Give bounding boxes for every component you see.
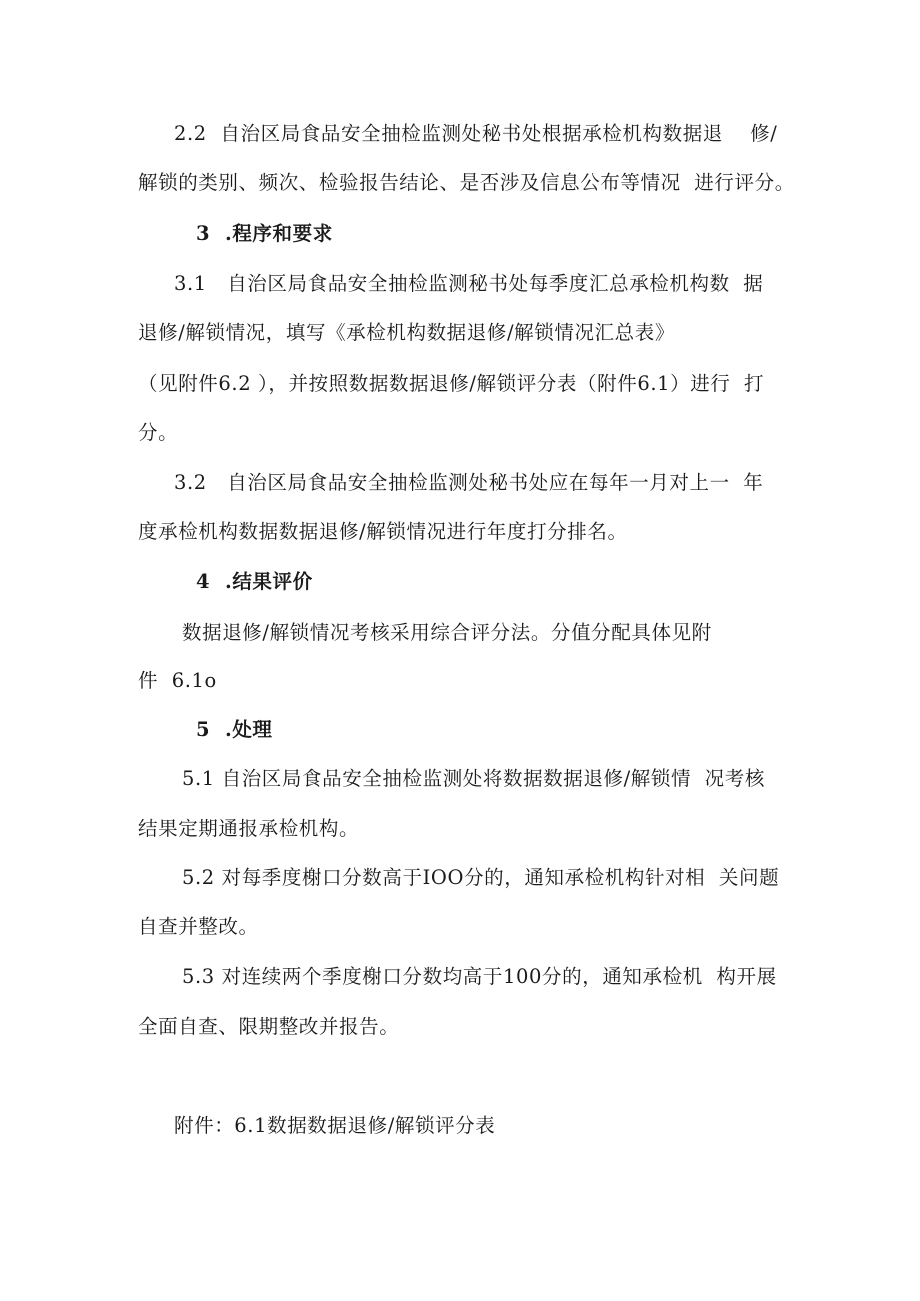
section-3-heading: 3 .程序和要求 [196, 222, 333, 245]
paragraph-2-2-line-2: 解锁的类别、频次、检验报告结论、是否涉及信息公布等情况 进行评分。 [138, 171, 795, 194]
paragraph-3-1-line-4: 分。 [138, 421, 179, 444]
paragraph-5-3-line-1: 5.3 对连续两个季度榭口分数均高于100分的，通知承检机 构开展 [182, 965, 777, 988]
section-4-heading: 4 .结果评价 [196, 570, 313, 593]
paragraph-5-2-line-2: 自查并整改。 [138, 915, 259, 938]
attachment-note: 附件：6.1数据数据退修/解锁评分表 [174, 1114, 496, 1137]
paragraph-3-2-line-1: 3.2 自治区局食品安全抽检监测处秘书处应在每年一月对上一 年 [174, 471, 764, 494]
paragraph-3-1-line-3: （见附件6.2 ），并按照数据数据退修/解锁评分表（附件6.1）进行 打 [138, 372, 765, 395]
paragraph-4-line-2: 件 6.1o [138, 669, 217, 692]
paragraph-3-1-line-2: 退修/解锁情况，填写《承检机构数据退修/解锁情况汇总表》 [138, 321, 675, 344]
paragraph-5-1-line-2: 结果定期通报承检机构。 [138, 817, 360, 840]
paragraph-5-1-line-1: 5.1 自治区局食品安全抽检监测处将数据数据退修/解锁情 况考核 [182, 767, 765, 790]
paragraph-3-1-line-1: 3.1 自治区局食品安全抽检监测秘书处每季度汇总承检机构数 据 [174, 272, 764, 295]
paragraph-4-line-1: 数据退修/解锁情况考核采用综合评分法。分值分配具体见附 [182, 621, 712, 644]
paragraph-3-2-line-2: 度承检机构数据数据退修/解锁情况进行年度打分排名。 [138, 520, 628, 543]
paragraph-2-2-line-1: 2.2 自治区局食品安全抽检监测处秘书处根据承检机构数据退 修/ [174, 122, 778, 145]
section-5-heading: 5 .处理 [196, 718, 273, 741]
paragraph-5-2-line-1: 5.2 对每季度榭口分数高于IOO分的，通知承检机构针对相 关问题 [182, 866, 780, 889]
paragraph-5-3-line-2: 全面自查、限期整改并报告。 [138, 1015, 400, 1038]
